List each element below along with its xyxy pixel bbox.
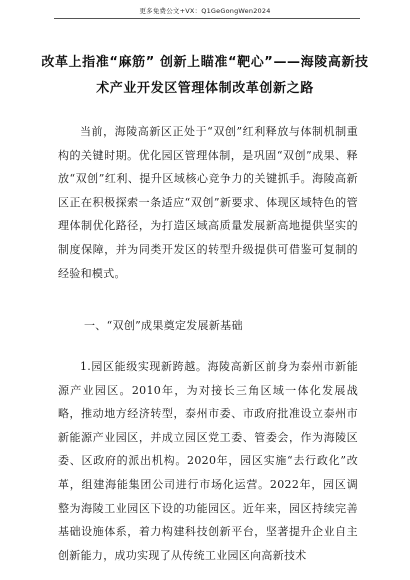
header-watermark: 更多免费公文+VX：Q1GeGongWen2024 (139, 7, 271, 15)
intro-paragraph: 当前，海陵高新区正处于“双创”红利释放与体制机制重构的关键时期。优化园区管理体制，是巩固“双创”成果、释放“双创”红利、提升区域核心竞争力的关键抓手。海陵高新区正在积极探索一条适应“双创”新要求、体现区域特色的管理体制优化路径，为打造区域高质量发展新高地提供坚实的制度保障，并为同类开发区的转型升级提供可借鉴可复制的经验和模式。 (58, 125, 358, 280)
body-paragraph: 1.园区能级实现新跨越。海陵高新区前身为泰州市新能源产业园区。2010年，为对接长三角区域一体化发展战略，推动地方经济转型，泰州市委、市政府批准设立泰州市新能源产业园区，并成立园区党工委、管委会，作为海陵区委、区政府的派出机构。2020年，园区实施“去行政化”改革，组建海能集团公司进行市场化运营。2022年，园区调整为海陵工业园区下设的功能园区。近年来，园区持续完善基础设施体系，着力构建科技创新平台，坚著提升企业自主创新能力，成功实现了从传统工业园区向高新技术 (58, 360, 358, 562)
header-divider (54, 18, 360, 19)
section-heading: 一、“双创”成果奠定发展新基础 (84, 319, 243, 332)
document-title: 改革上指准“麻筋” 创新上瞄准“靶心”——海陵高新技术产业开发区管理体制改革创新之路 (41, 55, 369, 96)
